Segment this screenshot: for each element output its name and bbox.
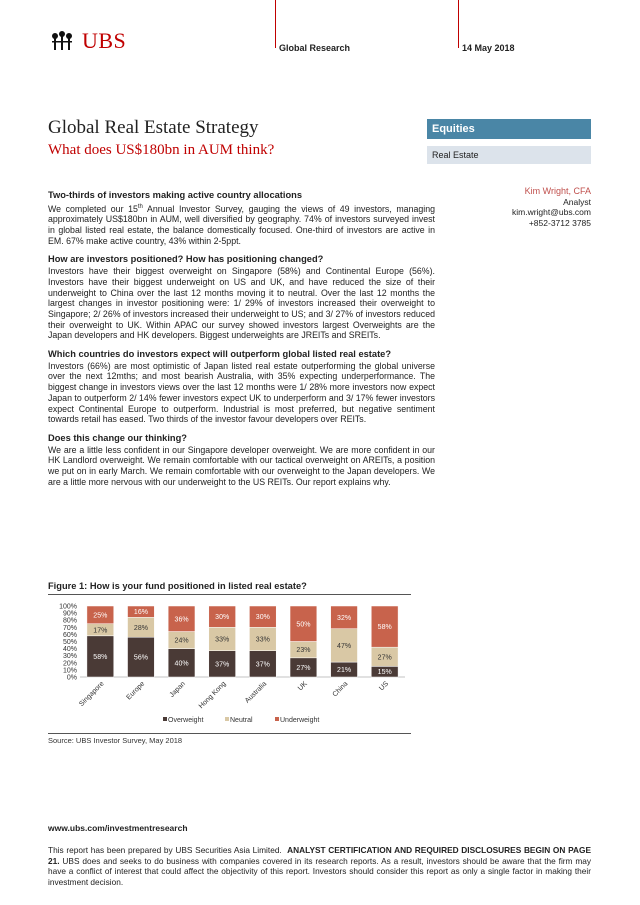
data-label: 27%	[377, 654, 392, 662]
y-tick-label: 80%	[62, 617, 77, 625]
analyst-phone: +852-3712 3785	[528, 217, 591, 228]
section-text: We completed our 15th Annual Investor Survey, gauging the views of 49 investors, managing approximately US$180bn in AUM, well diversified by geography. 74% of investors surveyed invest in global listed real estate, the balance domestically focused. One-third of investors are active in EM. 67% make active country, 43% within 2-5ppt.	[48, 203, 435, 246]
y-tick-label: 90%	[62, 610, 77, 618]
report-title: Global Real Estate Strategy	[48, 117, 259, 138]
data-label: 23%	[296, 647, 311, 655]
data-label: 24%	[174, 637, 189, 645]
data-label: 40%	[174, 660, 189, 668]
data-label: 56%	[133, 654, 148, 662]
data-label: 27%	[296, 664, 311, 672]
y-tick-label: 40%	[62, 646, 77, 654]
x-tick-label: Hong Kong	[197, 680, 228, 711]
brand-name: UBS	[82, 28, 127, 53]
x-tick-label: China	[331, 680, 350, 699]
data-label: 15%	[377, 669, 392, 677]
section-text: We are a little less confident in our Singapore developer overweight. We are more confident in our HK Landlord overweight. We remain comfortable with our tactical overweight on AREITs, a position we put on in early March. We remain comfortable with our overweight to the Japan developers. We are a little more nervous with our underweight to the US REITs. Our report explains why.	[48, 444, 435, 487]
section-label: Global Research	[279, 43, 351, 53]
legend-swatch	[163, 717, 167, 721]
data-label: 32%	[337, 614, 352, 622]
x-tick-label: Singapore	[78, 680, 106, 708]
header-divider	[458, 0, 459, 48]
y-tick-label: 20%	[62, 660, 77, 668]
data-label: 28%	[133, 624, 148, 632]
data-label: 17%	[93, 627, 108, 635]
disclosure-bold: ANALYST CERTIFICATION AND REQUIRED DISCLOSURES BEGIN ON PAGE 21.	[48, 845, 591, 866]
x-tick-label: Japan	[168, 680, 187, 699]
legend-label: Underweight	[280, 717, 320, 724]
data-label: 37%	[215, 661, 230, 669]
data-label: 25%	[93, 612, 108, 620]
section-text: Investors have their biggest overweight on Singapore (58%) and Continental Europe (56%). Investors have their biggest underweight on US and UK, and have reduced the size of their underweight to China over the last 12 months moving it to neutral. Over the last 12 months the largest changes in investor positioning were: 1/ 29% of investors increased their overweight to Singapore; 2/ 26% of investors increased their underweight to US; and 3/ 27% of investors reduced their overweight to UK. Within APAC our survey showed investors largest Overweights are the Japan developers and HK developers. Biggest underweights are JREITs and SREITs.	[48, 266, 435, 341]
legend-label: Overweight	[168, 717, 204, 724]
legend-swatch	[275, 717, 279, 721]
y-tick-label: 50%	[62, 639, 77, 646]
research-url[interactable]: www.ubs.com/investmentresearch	[48, 823, 188, 833]
section-heading: Does this change our thinking?	[48, 432, 187, 443]
analyst-block	[512, 186, 591, 228]
sector-badge: Real Estate	[427, 146, 591, 164]
section-text: Investors (66%) are most optimistic of Japan listed real estate outperforming the global universe over the next 12mths; and most bearish Australia, with 35% expecting underperformance. The biggest change in investors views over the last 12 months were 1/ 28% more investors now expect Japan to outperform 2/ 14% fewer investors expect UK to underperform and 3/ 17% fewer investors expect Continental Europe to outperform. Industrial is most preferred, but negative sentiment towards retail has eased. Two thirds of the investor favour developers over REITs.	[48, 360, 435, 425]
category-badge: Equities	[427, 119, 591, 139]
data-label: 58%	[93, 653, 108, 661]
analyst-role: Analyst	[563, 196, 591, 207]
data-label: 21%	[337, 667, 352, 675]
figure-title: Figure 1: How is your fund positioned in listed real estate?	[48, 581, 307, 591]
y-tick-label: 0%	[66, 674, 77, 682]
data-label: 30%	[215, 614, 230, 622]
x-tick-label: Australia	[244, 680, 269, 705]
disclosure-text: This report has been prepared by UBS Securities Asia Limited. ANALYST CERTIFICATION AND REQUIRED DISCLOSURES BEGIN ON PAGE 21. UBS does and seeks to do business with companies covered in its research reports. As a result, investors should be aware that the firm may have a conflict of interest that could affect the objectivity of this report. Investors should consider this report as only a single factor in making their investment decision.	[48, 845, 591, 887]
positioning-chart	[48, 598, 411, 730]
report-body	[48, 190, 435, 496]
section-heading: Two-thirds of investors making active country allocations	[48, 190, 302, 200]
data-label: 50%	[296, 621, 311, 629]
figure-rule	[48, 594, 411, 595]
x-tick-label: UK	[297, 680, 309, 693]
analyst-email[interactable]: kim.wright@ubs.com	[511, 207, 591, 217]
data-label: 33%	[215, 636, 230, 644]
data-label: 30%	[255, 614, 270, 622]
y-tick-label: 100%	[59, 603, 77, 611]
figure-rule	[48, 733, 411, 734]
report-subtitle: What does US$180bn in AUM think?	[48, 142, 275, 158]
x-tick-label: US	[378, 680, 391, 693]
y-tick-label: 10%	[62, 667, 77, 675]
figure-source: Source: UBS Investor Survey, May 2018	[48, 736, 183, 745]
keys-icon	[48, 30, 76, 52]
y-tick-label: 70%	[62, 624, 77, 632]
data-label: 47%	[337, 642, 352, 650]
y-tick-label: 60%	[62, 631, 77, 639]
data-label: 33%	[255, 636, 270, 644]
header-divider	[275, 0, 276, 48]
y-tick-label: 30%	[62, 653, 77, 661]
data-label: 16%	[133, 609, 148, 617]
data-label: 37%	[255, 661, 270, 669]
report-date: 14 May 2018	[462, 43, 515, 53]
data-label: 36%	[174, 616, 189, 624]
legend-label: Neutral	[230, 717, 253, 724]
data-label: 58%	[377, 624, 392, 632]
legend-swatch	[225, 717, 229, 721]
analyst-name: Kim Wright, CFA	[524, 186, 591, 196]
section-heading: Which countries do investors expect will outperform global listed real estate?	[48, 349, 392, 360]
x-tick-label: Europe	[125, 680, 147, 702]
ubs-logo	[48, 28, 126, 54]
section-heading: How are investors positioned? How has positioning changed?	[48, 254, 324, 265]
